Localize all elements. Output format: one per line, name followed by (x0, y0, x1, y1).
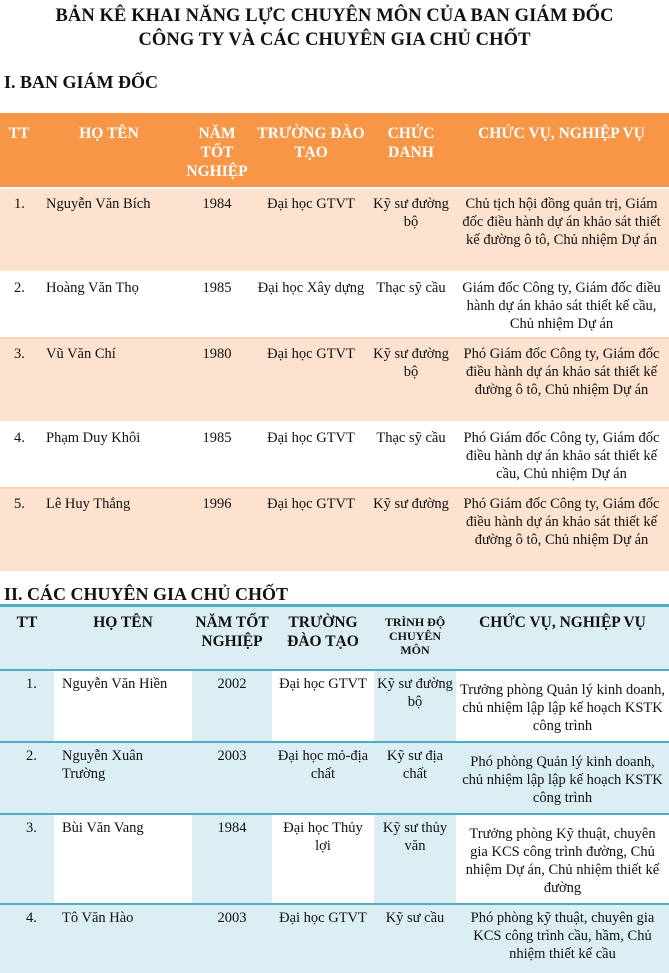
cell-role: Phó Giám đốc Công ty, Giám đốc điều hành dự án khảo sát thiết kế đường ô tô, Chủ nhiệm Dự án (454, 488, 669, 572)
table-row (0, 814, 669, 904)
table-row (0, 422, 669, 488)
header-tt: TT (0, 606, 54, 670)
cell-school: Đại học GTVT (254, 422, 368, 488)
header-year: NĂM TỐT NGHIỆP (192, 606, 272, 670)
key-experts-table (0, 604, 669, 973)
cell-name: Bùi Văn Vang (54, 814, 192, 904)
cell-year: 2003 (192, 904, 272, 973)
header-school: TRƯỜNG ĐÀO TẠO (254, 113, 368, 188)
cell-school: Đại học GTVT (254, 188, 368, 272)
header-year: NĂM TỐT NGHIỆP (180, 113, 254, 188)
cell-year: 1985 (180, 272, 254, 338)
cell-school: Đại học GTVT (254, 488, 368, 572)
cell-role: Phó Giám đốc Công ty, Giám đốc điều hành dự án khảo sát thiết kế đường ô tô, Chủ nhiệm Dự án (454, 338, 669, 422)
table-row (0, 670, 669, 742)
cell-role: Chủ tịch hội đồng quản trị, Giám đốc điều hành dự án khảo sát thiết kế đường ô tô, Chủ nhiệm Dự án (454, 188, 669, 272)
table-header-row (0, 113, 669, 188)
header-tt: TT (0, 113, 38, 188)
cell-level: Kỹ sư địa chất (374, 742, 456, 814)
cell-title: Kỹ sư đường (368, 488, 454, 572)
header-level: TRÌNH ĐỘ CHUYÊN MÔN (374, 606, 456, 670)
cell-role: Giám đốc Công ty, Giám đốc điều hành dự án khảo sát thiết kế cầu, Chủ nhiệm Dự án (454, 272, 669, 338)
board-of-directors-table (0, 113, 669, 573)
cell-role: Phó phòng Quản lý kinh doanh, chủ nhiệm lập lập kế hoạch KSTK công trình (456, 742, 669, 814)
cell-tt: 3. (0, 814, 54, 904)
header-name: HỌ TÊN (54, 606, 192, 670)
cell-title: Kỹ sư đường bộ (368, 338, 454, 422)
cell-year: 1985 (180, 422, 254, 488)
cell-level: Kỹ sư đường bộ (374, 670, 456, 742)
cell-name: Nguyễn Văn Hiền (54, 670, 192, 742)
cell-tt: 4. (0, 422, 38, 488)
header-title: CHỨC DANH (368, 113, 454, 188)
cell-name: Tô Văn Hào (54, 904, 192, 973)
cell-title: Kỹ sư đường bộ (368, 188, 454, 272)
cell-name: Hoàng Văn Thọ (38, 272, 180, 338)
cell-year: 1984 (192, 814, 272, 904)
header-school: TRƯỜNG ĐÀO TẠO (272, 606, 374, 670)
cell-tt: 2. (0, 742, 54, 814)
cell-role: Trưởng phòng Kỹ thuật, chuyên gia KCS công trình đường, Chủ nhiệm Dự án, Chủ nhiệm thiết kế đường (456, 814, 669, 904)
table-row (0, 338, 669, 422)
cell-name: Vũ Văn Chí (38, 338, 180, 422)
cell-school: Đại học mỏ-địa chất (272, 742, 374, 814)
cell-school: Đại học GTVT (272, 670, 374, 742)
cell-level: Kỹ sư thủy văn (374, 814, 456, 904)
cell-year: 1996 (180, 488, 254, 572)
table-row (0, 904, 669, 973)
header-name: HỌ TÊN (38, 113, 180, 188)
section-1-title: I. BAN GIÁM ĐỐC (4, 72, 159, 92)
cell-year: 1984 (180, 188, 254, 272)
table-row (0, 272, 669, 338)
cell-role: Phó phòng kỹ thuật, chuyên gia KCS công trình cầu, hầm, Chủ nhiệm thiết kế cầu (456, 904, 669, 973)
cell-year: 1980 (180, 338, 254, 422)
cell-role: Phó Giám đốc Công ty, Giám đốc điều hành dự án khảo sát thiết kế cầu, Chủ nhiệm Dự án (454, 422, 669, 488)
cell-name: Phạm Duy Khôi (38, 422, 180, 488)
cell-year: 2002 (192, 670, 272, 742)
cell-school: Đại học GTVT (254, 338, 368, 422)
cell-role: Trưởng phòng Quản lý kinh doanh, chủ nhiệm lập lập kế hoạch KSTK công trình (456, 670, 669, 742)
section-2-title: II. CÁC CHUYÊN GIA CHỦ CHỐT (4, 584, 289, 604)
document-title-line-1: BẢN KÊ KHAI NĂNG LỰC CHUYÊN MÔN CỦA BAN GIÁM ĐỐC (55, 6, 614, 26)
cell-tt: 2. (0, 272, 38, 338)
cell-name: Nguyễn Văn Bích (38, 188, 180, 272)
cell-school: Đại học Xây dựng (254, 272, 368, 338)
cell-name: Lê Huy Thắng (38, 488, 180, 572)
document-title-line-2: CÔNG TY VÀ CÁC CHUYÊN GIA CHỦ CHỐT (138, 30, 531, 50)
cell-school: Đại học Thủy lợi (272, 814, 374, 904)
table-row (0, 488, 669, 572)
cell-tt: 1. (0, 188, 38, 272)
cell-level: Kỹ sư cầu (374, 904, 456, 973)
table-row (0, 188, 669, 272)
cell-year: 2003 (192, 742, 272, 814)
header-role: CHỨC VỤ, NGHIỆP VỤ (454, 113, 669, 188)
cell-name: Nguyễn Xuân Trường (54, 742, 192, 814)
cell-title: Thạc sỹ cầu (368, 422, 454, 488)
document-title (0, 4, 669, 52)
table-header-row (0, 606, 669, 670)
cell-tt: 1. (0, 670, 54, 742)
cell-tt: 3. (0, 338, 38, 422)
cell-tt: 4. (0, 904, 54, 973)
header-role: CHỨC VỤ, NGHIỆP VỤ (456, 606, 669, 670)
table-row (0, 742, 669, 814)
cell-school: Đại học GTVT (272, 904, 374, 973)
cell-tt: 5. (0, 488, 38, 572)
cell-title: Thạc sỹ cầu (368, 272, 454, 338)
